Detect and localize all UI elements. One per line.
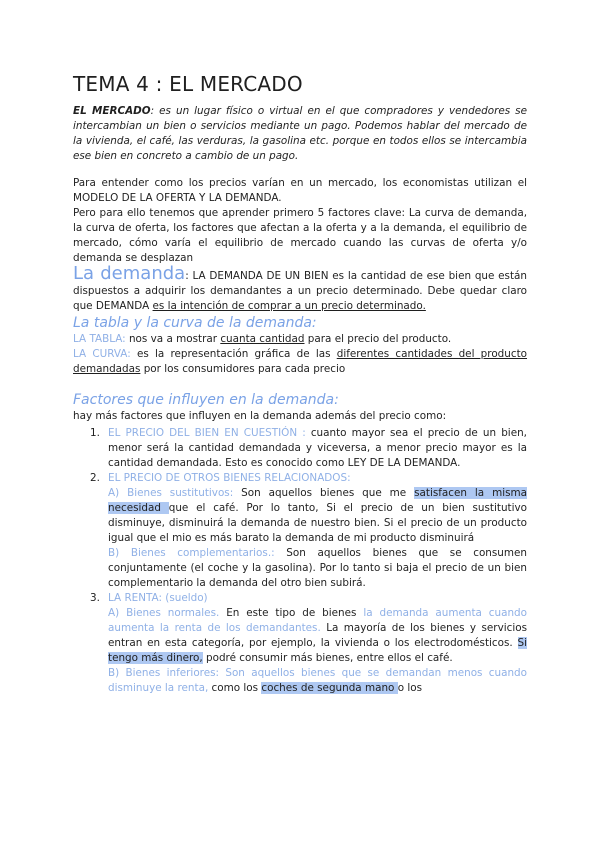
normales-block xyxy=(108,606,527,666)
normales-text-2: La mayoría de los bienes y servicios entran en esta categoría, por ejemplo, la vivienda o los electrodomésticos. xyxy=(108,622,527,649)
curva-underlined: diferentes cantidades del producto demandadas xyxy=(73,348,528,375)
sustitutivos-block xyxy=(108,486,527,546)
tabla-label: LA TABLA: xyxy=(73,333,126,345)
intro-term: EL MERCADO xyxy=(73,105,151,117)
list-item-renta xyxy=(73,591,527,696)
intro-text: : es un lugar físico o virtual en el que compradores y vendedores se intercambian un bien o servicios mediante un pago. Podemos hablar del mercado de la vivienda, el café, las verduras, la gasolina etc. porque en todos ellos se intercambia ese bien en concreto a cambio de un pago. xyxy=(73,105,527,162)
item1-text: cuanto mayor sea el precio de un bien, menor será la cantidad demandada y viceversa, a menor precio mayor es la cantidad demandada. Esto es conocido como LEY DE LA DEMANDA. xyxy=(108,427,527,469)
paragraph-factores-clave: Pero para ello tenemos que aprender primero 5 factores clave: La curva de demanda, la curva de oferta, los factores que afectan a la oferta y a la demanda, el equilibrio de mercado, cómo varía el equilibrio de mercado cuando las curvas de oferta y/o demanda se desplazan xyxy=(73,207,527,264)
factores-intro: hay más factores que influyen en la demanda además del precio como: xyxy=(73,410,447,422)
spacer xyxy=(73,164,527,176)
demanda-heading: La demanda xyxy=(73,263,186,284)
list-item-precio-bien xyxy=(73,426,527,471)
normales-text-1: En este tipo de bienes xyxy=(219,607,364,619)
normales-text-3: podré consumir más bienes, entre ellos el café. xyxy=(202,652,453,664)
sustitutivos-label: A) Bienes sustitutivos: xyxy=(108,487,234,499)
normales-label: A) Bienes normales. xyxy=(108,607,220,619)
complementarios-block xyxy=(108,546,527,591)
sustitutivos-highlight: satisfacen la misma necesidad xyxy=(108,487,527,514)
sustitutivos-text-1: Son aquellos bienes que me xyxy=(233,487,415,499)
normales-highlight: Si tengo más dinero, xyxy=(108,637,527,664)
paragraph-modelo: Para entender como los precios varían en un mercado, los economistas utilizan el MODELO DE LA OFERTA Y LA DEMANDA. xyxy=(73,177,527,204)
list-number: 3. xyxy=(90,592,100,604)
demanda-paragraph xyxy=(73,263,527,314)
tabla-text-2: para el precio del producto. xyxy=(304,333,452,345)
curva-text-2: por los consumidores para cada precio xyxy=(140,363,346,375)
inferiores-text-2: o los xyxy=(397,682,423,694)
spacer xyxy=(73,377,527,391)
list-item-precio-otros xyxy=(73,471,527,591)
item3-label: LA RENTA: (sueldo) xyxy=(108,592,208,604)
normales-light: la demanda aumenta cuando aumenta la renta de los demandantes. xyxy=(108,607,527,634)
tabla-text-1: nos va a mostrar xyxy=(125,333,221,345)
page-title: TEMA 4 : EL MERCADO xyxy=(73,72,303,96)
intro-paragraph xyxy=(73,104,527,164)
item1-label: EL PRECIO DEL BIEN EN CUESTIÓN : xyxy=(108,427,306,439)
factores-heading: Factores que influyen en la demanda: xyxy=(73,392,339,408)
sustitutivos-text-2: que el café. Por lo tanto, Si el precio de un bien sustitutivo disminuye, disminuirá la demanda de nuestro bien. Si el precio de un producto igual que el mio es más barato la demanda de mi producto disminuirá xyxy=(108,502,527,544)
list-number: 2. xyxy=(90,472,100,484)
list-number: 1. xyxy=(90,427,100,439)
item2-label: EL PRECIO DE OTROS BIENES RELACIONADOS: xyxy=(108,472,351,484)
curva-text-1: es la representación gráfica de las xyxy=(130,348,337,360)
inferiores-block xyxy=(108,666,527,696)
inferiores-text-1: como los xyxy=(208,682,262,694)
tabla-curva-heading: La tabla y la curva de la demanda: xyxy=(73,315,317,331)
tabla-paragraph xyxy=(73,332,527,347)
document-content xyxy=(73,72,527,696)
inferiores-light: B) Bienes inferiores: Son aquellos bienes que se demandan menos cuando disminuye la renta, xyxy=(108,667,527,694)
complementarios-label: B) Bienes complementarios.: xyxy=(108,547,275,559)
factores-list xyxy=(73,426,527,696)
curva-label: LA CURVA: xyxy=(73,348,131,360)
inferiores-highlight: coches de segunda mano xyxy=(261,682,398,694)
demanda-text: : LA DEMANDA DE UN BIEN es la cantidad de ese bien que están dispuestos a adquirir los demandantes a un precio determinado. Debe quedar claro que DEMANDA xyxy=(73,270,527,312)
curva-paragraph xyxy=(73,347,527,377)
tabla-underlined: cuanta cantidad xyxy=(220,333,305,345)
complementarios-text: Son aquellos bienes que se consumen conjuntamente (el coche y la gasolina). Por lo tanto si baja el precio de un bien complementario la demanda del otro bien subirá. xyxy=(108,547,527,589)
demanda-underlined: es la intención de comprar a un precio determinado. xyxy=(152,300,426,312)
